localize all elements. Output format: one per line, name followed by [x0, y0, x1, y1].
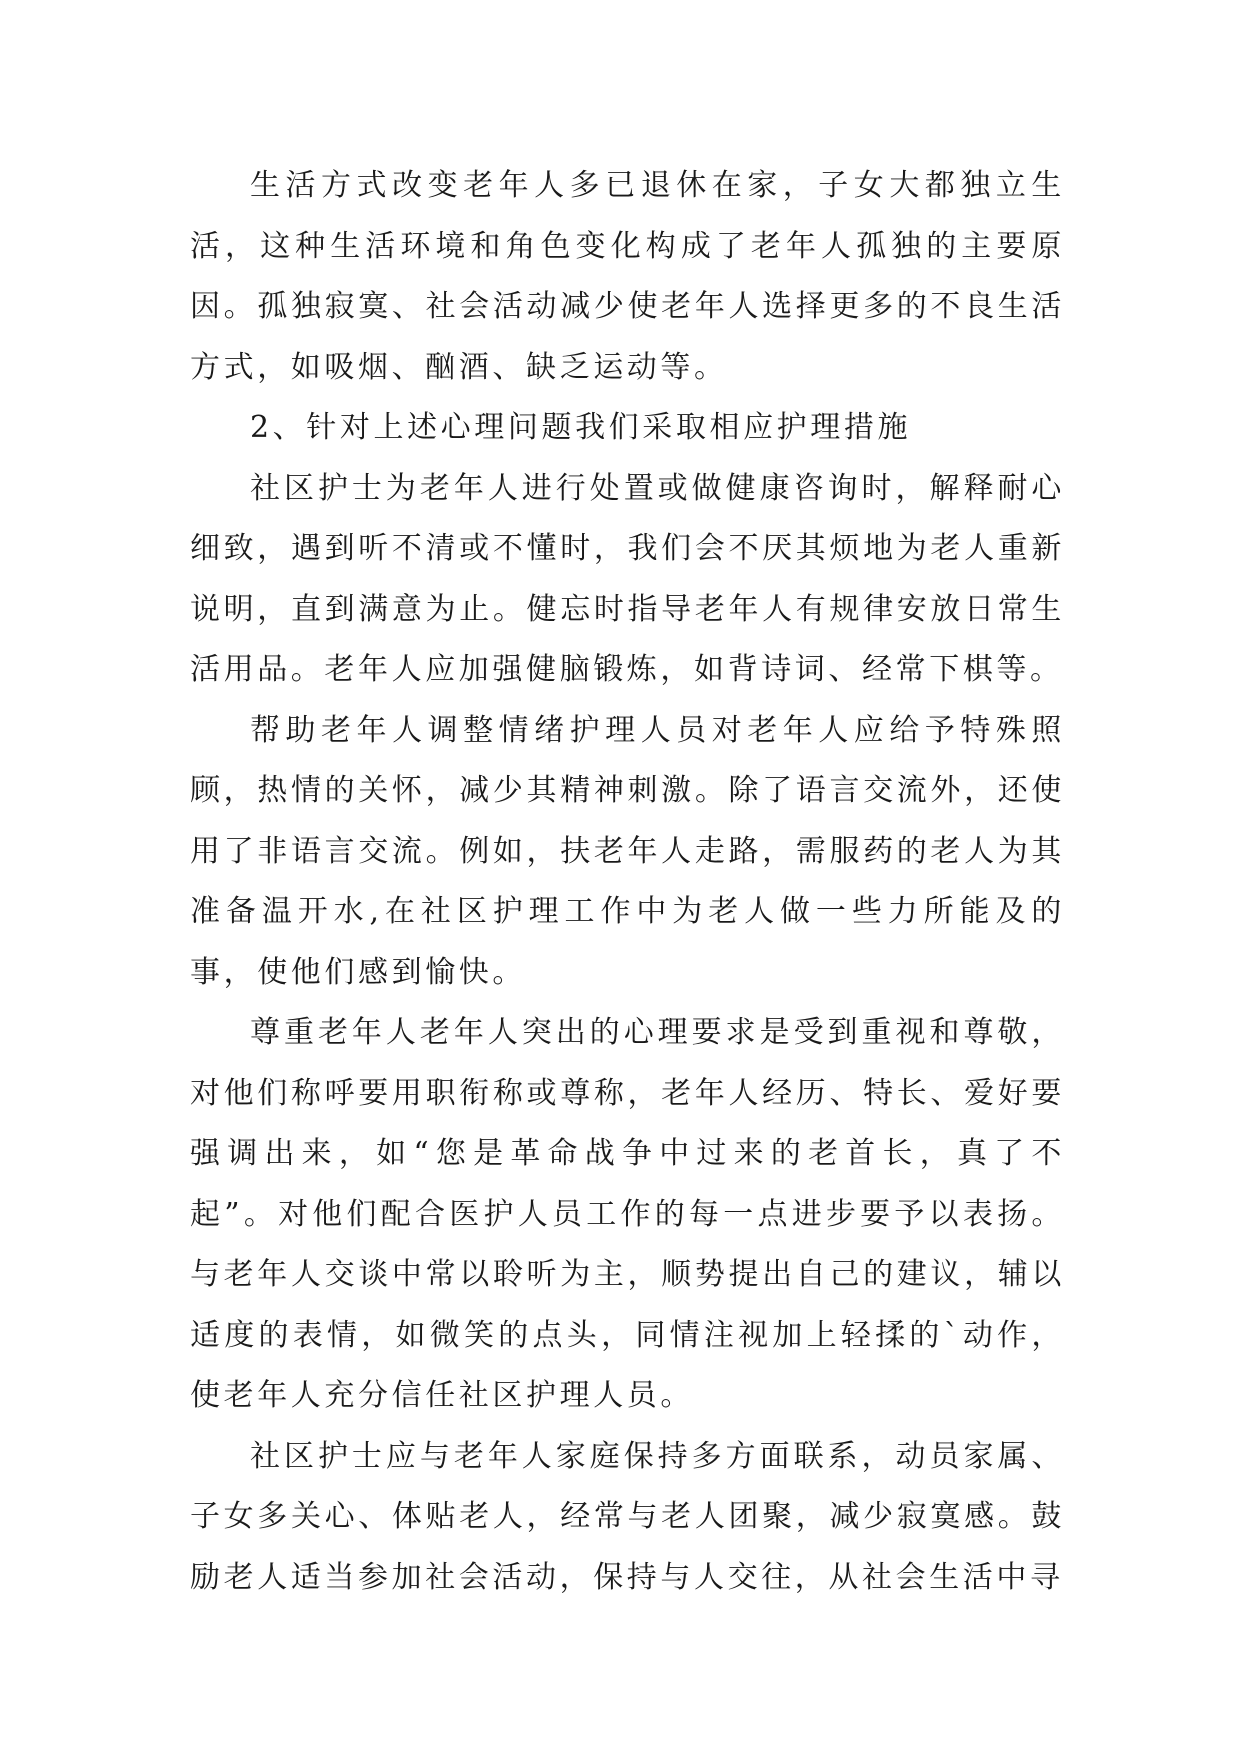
- paragraph-community-nurse-consultation: 社区护士为老年人进行处置或做健康咨询时，解释耐心细致，遇到听不清或不懂时，我们会不厌其烦地为老人重新说明，直到满意为止。健忘时指导老年人有规律安放日常生活用品。老年人应加强健脑锻炼，如背诗词、经常下棋等。: [190, 470, 1065, 687]
- paragraph-emotional-support: 帮助老年人调整情绪护理人员对老年人应给予特殊照顾，热情的关怀，减少其精神刺激。除了语言交流外，还使用了非语言交流。例如，扶老年人走路，需服药的老人为其准备温开水,在社区护理工作中为老人做一些力所能及的事，使他们感到愉快。: [190, 712, 1065, 990]
- document-body: [190, 156, 1065, 1608]
- paragraph-lifestyle: 生活方式改变老年人多已退休在家，子女大都独立生活，这种生活环境和角色变化构成了老年人孤独的主要原因。孤独寂寞、社会活动减少使老年人选择更多的不良生活方式，如吸烟、酗酒、缺乏运动等。: [190, 168, 1065, 385]
- section-heading-nursing-measures: 2、针对上述心理问题我们采取相应护理措施: [250, 410, 912, 445]
- paragraph-family-contact: 社区护士应与老年人家庭保持多方面联系，动员家属、子女多关心、体贴老人，经常与老人团聚，减少寂寞感。鼓励老人适当参加社会活动，保持与人交往，从社会生活中寻: [190, 1438, 1065, 1595]
- paragraph-respect-elderly: 尊重老年人老年人突出的心理要求是受到重视和尊敬，对他们称呼要用职衔称或尊称，老年人经历、特长、爱好要强调出来，如“您是革命战争中过来的老首长，真了不起”。对他们配合医护人员工作的每一点进步要予以表扬。与老年人交谈中常以聆听为主，顺势提出自己的建议，辅以适度的表情，如微笑的点头，同情注视加上轻揉的`动作，使老年人充分信任社区护理人员。: [190, 1015, 1065, 1413]
